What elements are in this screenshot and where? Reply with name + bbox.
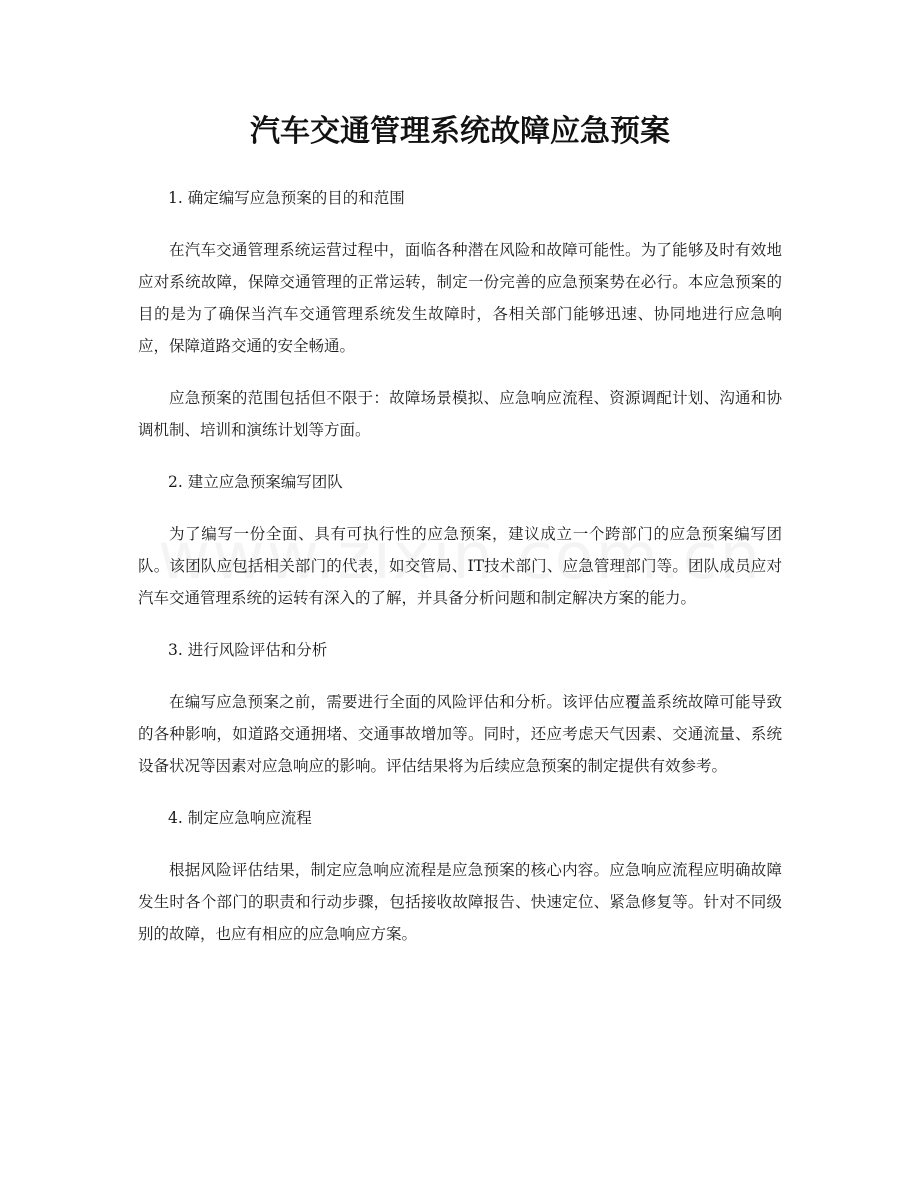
section-heading-1: 1. 确定编写应急预案的目的和范围 bbox=[168, 189, 405, 207]
section-3-paragraph-1: 在编写应急预案之前，需要进行全面的风险评估和分析。该评估应覆盖系统故障可能导致的各种影响，如道路交通拥堵、交通事故增加等。同时，还应考虑天气因素、交通流量、系统设备状况等因素对应急响应的影响。评估结果将为后续应急预案的制定提供有效参考。 bbox=[138, 693, 782, 775]
section-2-paragraph-1: 为了编写一份全面、具有可执行性的应急预案，建议成立一个跨部门的应急预案编写团队。该团队应包括相关部门的代表，如交管局、IT技术部门、应急管理部门等。团队成员应对汽车交通管理系统的运转有深入的了解，并具备分析问题和制定解决方案的能力。 bbox=[138, 525, 782, 607]
section-heading-3: 3. 进行风险评估和分析 bbox=[168, 641, 328, 659]
document-title: 汽车交通管理系统故障应急预案 bbox=[250, 114, 670, 149]
section-heading-2: 2. 建立应急预案编写团队 bbox=[168, 473, 343, 491]
section-4-paragraph-1: 根据风险评估结果，制定应急响应流程是应急预案的核心内容。应急响应流程应明确故障发生时各个部门的职责和行动步骤，包括接收故障报告、快速定位、紧急修复等。针对不同级别的故障，也应有相应的应急响应方案。 bbox=[138, 861, 782, 943]
section-1-paragraph-2: 应急预案的范围包括但不限于：故障场景模拟、应急响应流程、资源调配计划、沟通和协调机制、培训和演练计划等方面。 bbox=[138, 389, 782, 439]
section-1-paragraph-1: 在汽车交通管理系统运营过程中，面临各种潜在风险和故障可能性。为了能够及时有效地应对系统故障，保障交通管理的正常运转，制定一份完善的应急预案势在必行。本应急预案的目的是为了确保当汽车交通管理系统发生故障时，各相关部门能够迅速、协同地进行应急响应，保障道路交通的安全畅通。 bbox=[138, 241, 782, 355]
document-body bbox=[138, 182, 782, 970]
section-heading-4: 4. 制定应急响应流程 bbox=[168, 809, 312, 827]
